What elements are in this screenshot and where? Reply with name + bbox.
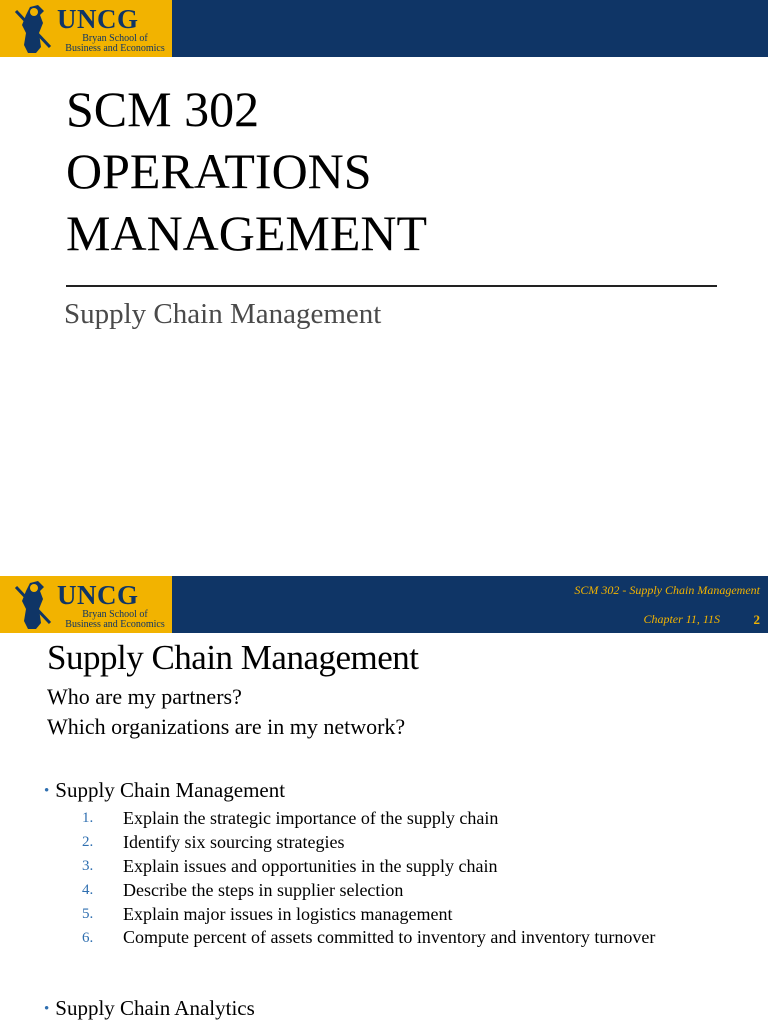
slide-2 bbox=[0, 576, 768, 1024]
objective-text: Explain the strategic importance of the supply chain bbox=[123, 808, 499, 828]
logo-subtitle-line1: Bryan School of bbox=[82, 33, 148, 44]
objective-item bbox=[82, 806, 722, 830]
objective-text: Compute percent of assets committed to inventory and inventory turnover bbox=[123, 927, 656, 947]
title-line-2: OPERATIONS bbox=[66, 143, 372, 199]
question-2: Which organizations are in my network? bbox=[47, 714, 406, 739]
bullet-dot-icon: • bbox=[44, 1001, 50, 1017]
objective-number: 2. bbox=[82, 834, 94, 850]
bullet-label: Supply Chain Management bbox=[55, 778, 286, 802]
bullet-item bbox=[44, 778, 285, 803]
logo-subtitle-line1: Bryan School of bbox=[82, 609, 148, 620]
logo-wordmark: UNCG bbox=[57, 580, 139, 610]
objective-text: Explain major issues in logistics management bbox=[123, 904, 453, 924]
spartan-icon bbox=[10, 579, 54, 631]
objective-number: 6. bbox=[82, 930, 94, 946]
question-1: Who are my partners? bbox=[47, 684, 242, 709]
title-line-1: SCM 302 bbox=[66, 81, 260, 137]
logo-wordmark: UNCG bbox=[57, 4, 139, 34]
objective-number: 4. bbox=[82, 882, 94, 898]
title-line-3: MANAGEMENT bbox=[66, 205, 428, 261]
slide-title bbox=[66, 78, 716, 264]
page-number: 2 bbox=[753, 612, 760, 627]
objective-item bbox=[82, 878, 722, 902]
objective-item bbox=[82, 830, 722, 854]
bullet-dot-icon: • bbox=[44, 783, 50, 799]
slide-heading: Supply Chain Management bbox=[47, 638, 419, 677]
objective-text: Describe the steps in supplier selection bbox=[123, 880, 404, 900]
header-chapter-label: Chapter 11, 11S bbox=[643, 612, 720, 626]
objective-item bbox=[82, 902, 722, 926]
header-course-label: SCM 302 - Supply Chain Management bbox=[574, 583, 760, 597]
bullet-label: Supply Chain Analytics bbox=[55, 996, 255, 1020]
title-divider bbox=[66, 285, 717, 287]
objective-number: 3. bbox=[82, 858, 94, 874]
objective-item bbox=[82, 854, 722, 878]
objectives-list bbox=[82, 806, 722, 947]
uncg-logo bbox=[0, 0, 172, 57]
objective-item bbox=[82, 926, 722, 947]
logo-subtitle-line2: Business and Economics bbox=[65, 43, 165, 54]
logo-subtitle-line2: Business and Economics bbox=[65, 619, 165, 630]
objective-number: 1. bbox=[82, 810, 94, 826]
uncg-logo bbox=[0, 576, 172, 633]
bullet-item bbox=[44, 996, 255, 1021]
objective-text: Identify six sourcing strategies bbox=[123, 832, 345, 852]
objective-number: 5. bbox=[82, 906, 94, 922]
slide-subtitle: Supply Chain Management bbox=[64, 298, 382, 330]
objective-text: Explain issues and opportunities in the supply chain bbox=[123, 856, 498, 876]
spartan-icon bbox=[10, 3, 54, 55]
